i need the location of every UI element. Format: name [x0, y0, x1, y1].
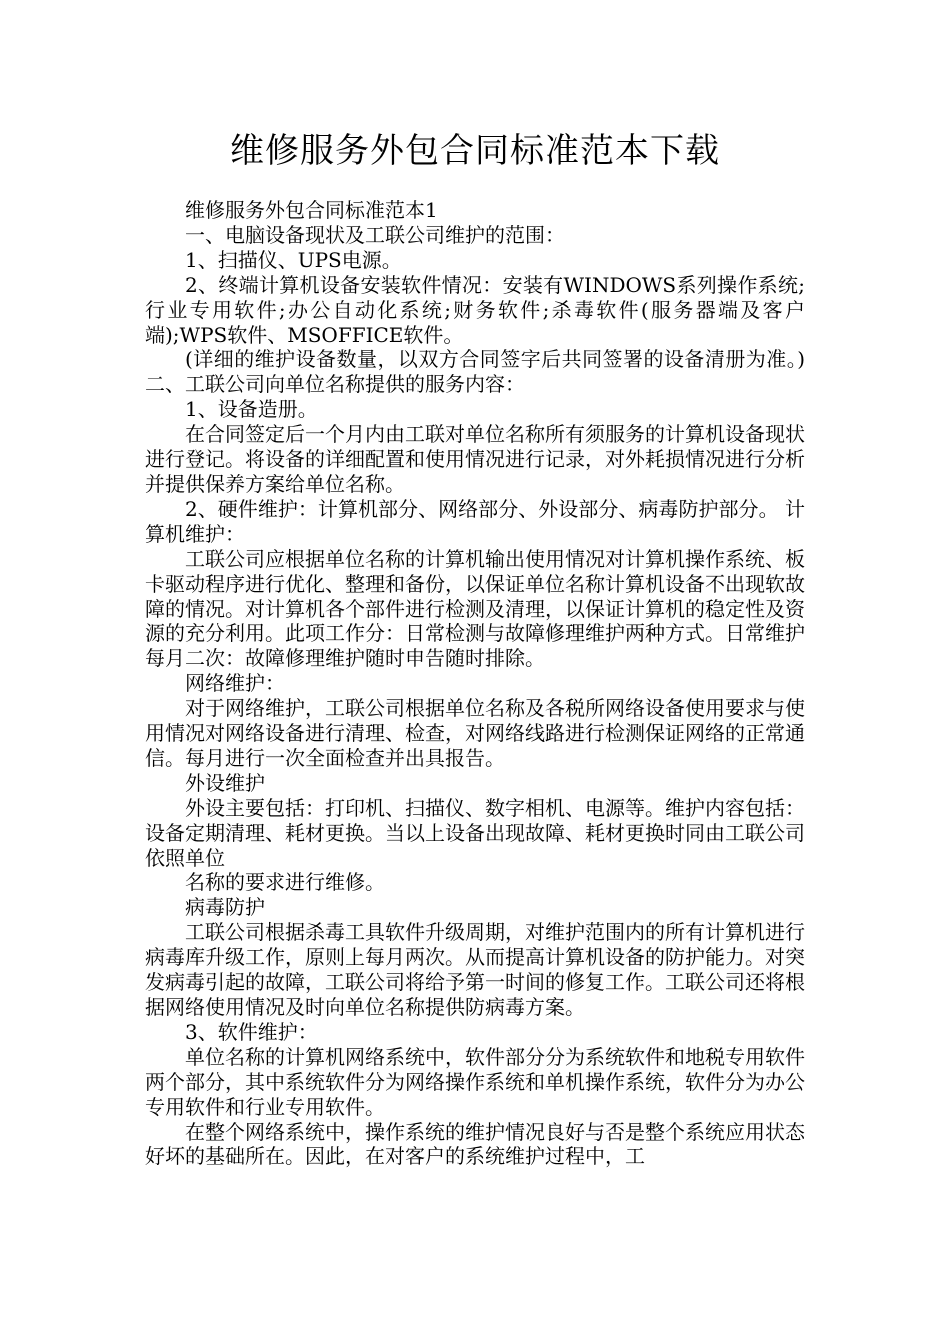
paragraph: 3、软件维护： [185, 1019, 318, 1044]
paragraph: 病毒防护 [185, 895, 265, 920]
paragraph: 维修服务外包合同标准范本1 [185, 198, 438, 222]
paragraph: 网络维护： [185, 671, 285, 696]
paragraph: 工联公司应根据单位名称的计算机输出使用情况对计算机操作系统、板卡驱动程序进行优化、整理和备份，以保证单位名称计算机设备不出现软故障的情况。对计算机各个部件进行检测及清理，以保证计算机的稳定性及资源的充分利用。此项工作分：日常检测与故障修理维护两种方式。日常维护每月二次：故障修理维护随时申告随时排除。 [145, 546, 805, 671]
paragraph: 1、扫描仪、UPS电源。 [185, 247, 402, 272]
paragraph: 2、硬件维护：计算机部分、网络部分、外设部分、病毒防护部分。 计算机维护： [145, 496, 805, 546]
paragraph: 名称的要求进行维修。 [185, 870, 385, 895]
paragraph: 在整个网络系统中，操作系统的维护情况良好与否是整个系统应用状态好坏的基础所在。因此，在对客户的系统维护过程中，工 [145, 1119, 805, 1169]
document-body [145, 198, 805, 1169]
document-title: 维修服务外包合同标准范本下载 [230, 131, 720, 171]
paragraph: 1、设备造册。 [185, 397, 318, 422]
paragraph: 外设维护 [185, 770, 265, 795]
paragraph: 一、电脑设备现状及工联公司维护的范围： [185, 222, 565, 247]
paragraph: 单位名称的计算机网络系统中，软件部分分为系统软件和地税专用软件两个部分，其中系统软件分为网络操作系统和单机操作系统，软件分为办公专用软件和行业专用软件。 [145, 1044, 805, 1119]
paragraph: (详细的维护设备数量，以双方合同签字后共同签署的设备清册为准。) 二、工联公司向单位名称提供的服务内容： [145, 347, 805, 397]
paragraph: 工联公司根据杀毒工具软件升级周期，对维护范围内的所有计算机进行病毒库升级工作，原则上每月两次。从而提高计算机设备的防护能力。对突发病毒引起的故障，工联公司将给予第一时间的修复工作。工联公司还将根据网络使用情况及时向单位名称提供防病毒方案。 [145, 920, 805, 1019]
paragraph: 对于网络维护，工联公司根据单位名称及各税所网络设备使用要求与使用情况对网络设备进行清理、检查，对网络线路进行检测保证网络的正常通信。每月进行一次全面检查并出具报告。 [145, 696, 805, 770]
paragraph: 在合同签定后一个月内由工联对单位名称所有须服务的计算机设备现状进行登记。将设备的详细配置和使用情况进行记录，对外耗损情况进行分析并提供保养方案给单位名称。 [145, 422, 805, 496]
paragraph: 2、终端计算机设备安装软件情况：安装有WINDOWS系列操作系统;行业专用软件;办公自动化系统;财务软件;杀毒软件(服务器端及客户端);WPS软件、MSOFFICE软件。 [145, 272, 805, 347]
paragraph: 外设主要包括：打印机、扫描仪、数字相机、电源等。维护内容包括：设备定期清理、耗材更换。当以上设备出现故障、耗材更换时同由工联公司依照单位 [145, 795, 805, 870]
